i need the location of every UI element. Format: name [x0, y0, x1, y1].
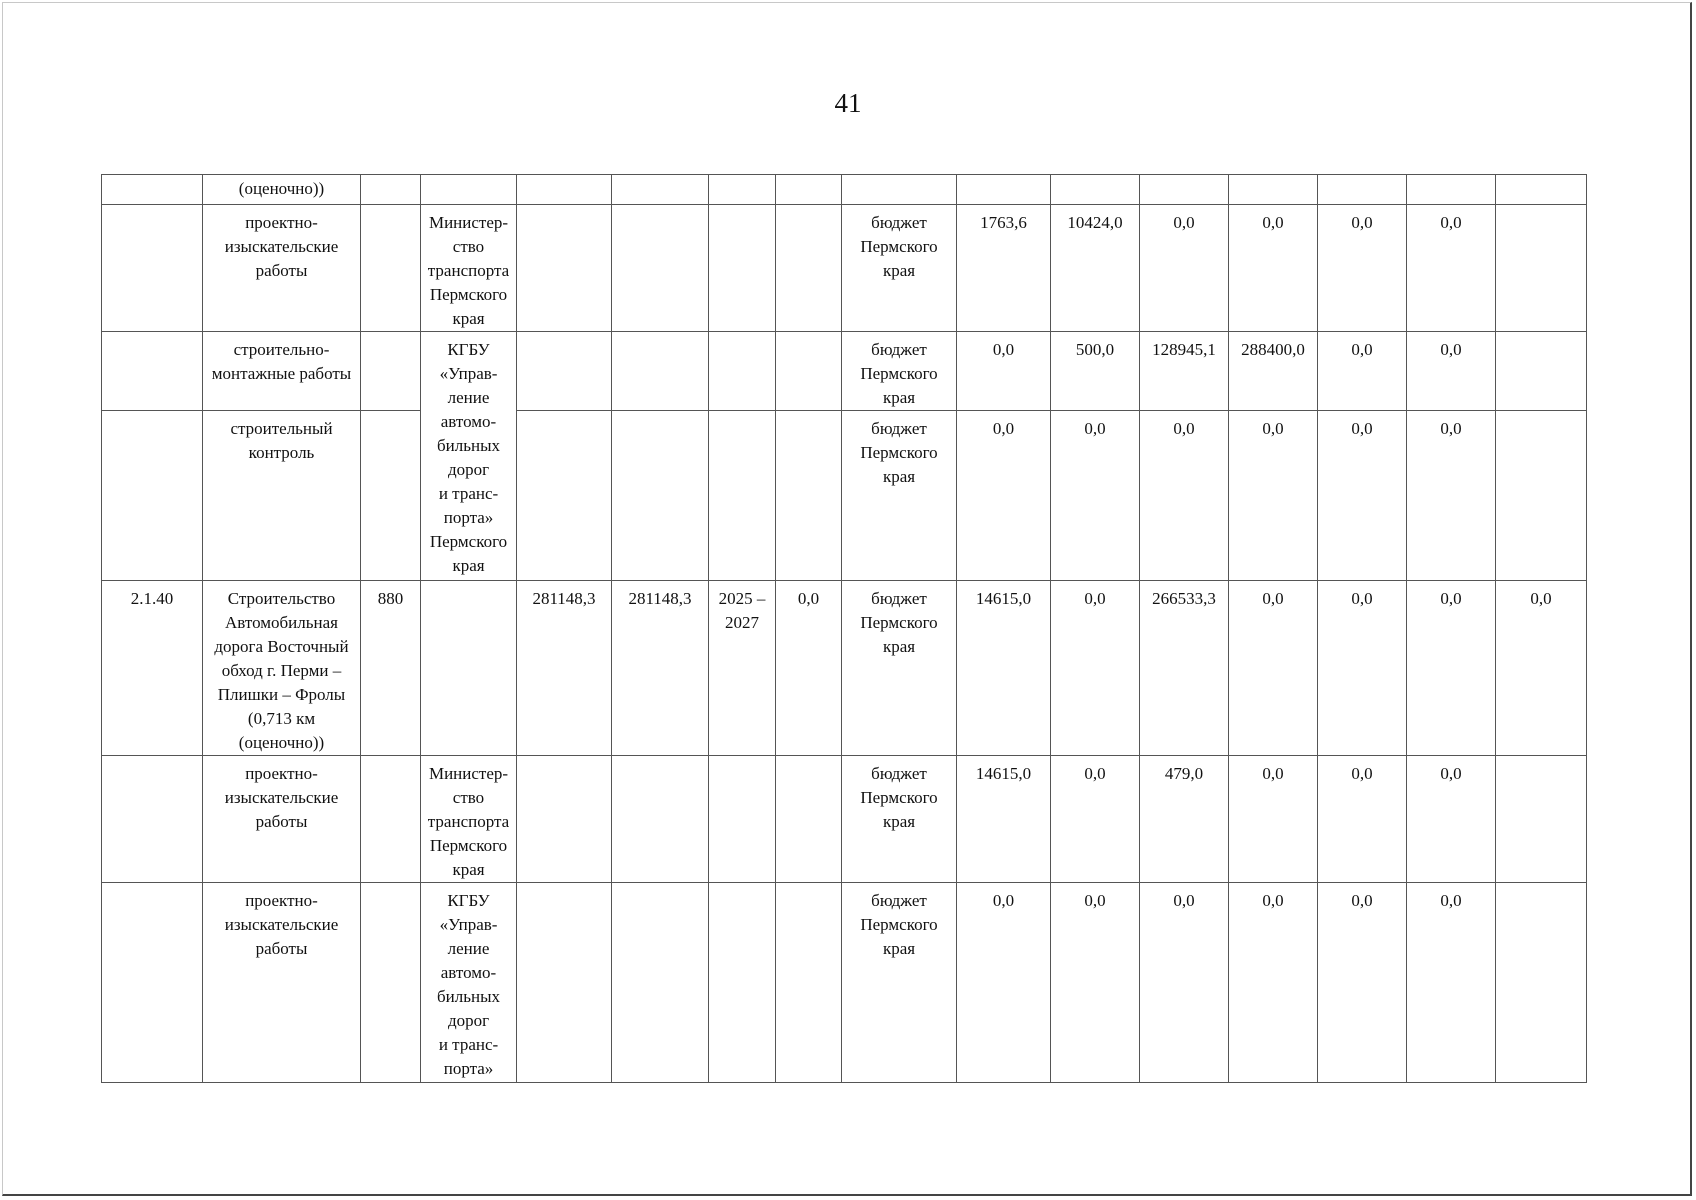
cell-v6: 0,0: [1407, 756, 1496, 883]
cell-line: Пермского: [429, 836, 508, 855]
cell-line: ление: [447, 939, 490, 958]
cell-source: [842, 332, 957, 411]
cell-v7: 0,0: [1496, 581, 1587, 756]
cell-line: бюджет: [871, 419, 927, 438]
cell-v1: 14615,0: [957, 581, 1051, 756]
cell-line: порта»: [443, 1059, 494, 1078]
cell-line: обход г. Перми –: [221, 661, 342, 680]
cell-line: Строительство: [227, 589, 336, 608]
cell-line: работы: [255, 261, 308, 280]
cell-v1: 0,0: [957, 332, 1051, 411]
cell-prev: [776, 332, 842, 411]
cell-line: ление: [447, 388, 490, 407]
cell-v7: [1496, 332, 1587, 411]
cell-source: [842, 581, 957, 756]
cell-prev: 0,0: [776, 581, 842, 756]
cell-code: [361, 411, 421, 581]
cell-name: [203, 205, 361, 332]
cell-line: бильных: [436, 987, 500, 1006]
cell-limit: [612, 883, 709, 1083]
cell-line: (оценочно)): [238, 179, 325, 198]
cell-v6: 0,0: [1407, 581, 1496, 756]
cell-line: бюджет: [871, 213, 927, 232]
cell-line: автомо-: [440, 412, 497, 431]
cell-prev: [776, 175, 842, 205]
cell-prev: [776, 883, 842, 1083]
cell-line: 2027: [725, 613, 759, 632]
cell-v4: 288400,0: [1229, 332, 1318, 411]
cell-total: [517, 205, 612, 332]
cell-line: монтажные работы: [211, 364, 352, 383]
cell-org: [421, 205, 517, 332]
cell-name: [203, 883, 361, 1083]
cell-line: «Управ-: [439, 364, 498, 383]
cell-line: бюджет: [871, 340, 927, 359]
cell-line: дорог: [447, 460, 490, 479]
cell-v4: 0,0: [1229, 756, 1318, 883]
cell-source: [842, 175, 957, 205]
cell-line: контроль: [248, 443, 315, 462]
cell-v6: 0,0: [1407, 205, 1496, 332]
cell-line: (оценочно)): [238, 733, 325, 752]
cell-v5: 0,0: [1318, 756, 1407, 883]
cell-line: КГБУ: [447, 340, 490, 359]
cell-code: [361, 205, 421, 332]
cell-id: [102, 883, 203, 1083]
cell-org: [421, 883, 517, 1083]
cell-total: [517, 175, 612, 205]
table-row: [102, 411, 1587, 581]
cell-id: [102, 411, 203, 581]
cell-code: [361, 883, 421, 1083]
cell-line: проектно-: [245, 764, 318, 783]
table-row: [102, 883, 1587, 1083]
cell-total: [517, 883, 612, 1083]
cell-source: [842, 205, 957, 332]
cell-line: КГБУ: [447, 891, 490, 910]
cell-line: «Управ-: [439, 915, 498, 934]
cell-v1: [957, 175, 1051, 205]
cell-v6: [1407, 175, 1496, 205]
cell-line: автомо-: [440, 963, 497, 982]
cell-v6: 0,0: [1407, 883, 1496, 1083]
cell-v4: [1229, 175, 1318, 205]
cell-line: и транс-: [438, 1035, 499, 1054]
cell-line: ство: [452, 788, 485, 807]
cell-period: [709, 883, 776, 1083]
cell-source: [842, 883, 957, 1083]
cell-limit: [612, 205, 709, 332]
cell-line: работы: [255, 812, 308, 831]
cell-v5: 0,0: [1318, 411, 1407, 581]
cell-v3: 0,0: [1140, 205, 1229, 332]
cell-v7: [1496, 883, 1587, 1083]
cell-v3: 479,0: [1140, 756, 1229, 883]
cell-code: [361, 175, 421, 205]
cell-id: [102, 205, 203, 332]
cell-period: [709, 411, 776, 581]
cell-source: [842, 756, 957, 883]
cell-limit: [612, 332, 709, 411]
cell-v4: 0,0: [1229, 883, 1318, 1083]
cell-line: изыскательские: [224, 915, 339, 934]
cell-v2: 10424,0: [1051, 205, 1140, 332]
cell-total: [517, 332, 612, 411]
cell-line: дорог: [447, 1011, 490, 1030]
cell-line: Пермского: [860, 915, 938, 934]
cell-line: бюджет: [871, 891, 927, 910]
cell-line: Пермского: [860, 613, 938, 632]
cell-line: проектно-: [245, 891, 318, 910]
cell-line: края: [452, 860, 485, 879]
cell-period: [709, 581, 776, 756]
cell-line: (0,713 км: [247, 709, 316, 728]
cell-v3: 0,0: [1140, 411, 1229, 581]
cell-period: [709, 205, 776, 332]
cell-line: края: [882, 261, 916, 280]
cell-v2: 0,0: [1051, 756, 1140, 883]
cell-v5: 0,0: [1318, 581, 1407, 756]
cell-line: края: [882, 939, 916, 958]
cell-v2: [1051, 175, 1140, 205]
cell-line: Плишки – Фролы: [217, 685, 346, 704]
cell-v3: 0,0: [1140, 883, 1229, 1083]
cell-v5: 0,0: [1318, 883, 1407, 1083]
cell-line: работы: [255, 939, 308, 958]
cell-id: 2.1.40: [102, 581, 203, 756]
page-number: 41: [834, 88, 862, 118]
cell-line: края: [882, 388, 916, 407]
cell-name: [203, 175, 361, 205]
cell-line: транспорта: [427, 261, 510, 280]
cell-line: дорога Восточный: [214, 637, 349, 656]
cell-v2: 0,0: [1051, 883, 1140, 1083]
cell-line: изыскательские: [224, 237, 339, 256]
cell-limit: [612, 175, 709, 205]
cell-period: [709, 332, 776, 411]
cell-code: [361, 756, 421, 883]
cell-period: [709, 756, 776, 883]
cell-period: [709, 175, 776, 205]
cell-id: [102, 175, 203, 205]
cell-line: бильных: [436, 436, 500, 455]
cell-source: [842, 411, 957, 581]
cell-org: [421, 581, 517, 756]
table-row: [102, 581, 1587, 756]
cell-v7: [1496, 411, 1587, 581]
cell-line: бюджет: [871, 589, 927, 608]
cell-line: проектно-: [245, 213, 318, 232]
cell-v1: 14615,0: [957, 756, 1051, 883]
cell-v3: 266533,3: [1140, 581, 1229, 756]
cell-name: [203, 332, 361, 411]
cell-prev: [776, 205, 842, 332]
cell-line: транспорта: [427, 812, 510, 831]
cell-prev: [776, 756, 842, 883]
cell-v3: [1140, 175, 1229, 205]
cell-v1: 0,0: [957, 411, 1051, 581]
cell-limit: [612, 411, 709, 581]
cell-v2: 0,0: [1051, 411, 1140, 581]
cell-v2: 500,0: [1051, 332, 1140, 411]
cell-code: 880: [361, 581, 421, 756]
cell-v5: 0,0: [1318, 205, 1407, 332]
cell-org: [421, 756, 517, 883]
cell-line: Пермского: [860, 443, 938, 462]
cell-line: края: [452, 309, 485, 328]
cell-limit: 281148,3: [612, 581, 709, 756]
cell-v6: 0,0: [1407, 411, 1496, 581]
cell-line: края: [882, 637, 916, 656]
cell-line: строительный: [230, 419, 333, 438]
cell-org: [421, 175, 517, 205]
cell-line: 2025 –: [718, 589, 766, 608]
cell-v1: 1763,6: [957, 205, 1051, 332]
cell-limit: [612, 756, 709, 883]
cell-v7: [1496, 175, 1587, 205]
cell-v1: 0,0: [957, 883, 1051, 1083]
cell-line: Пермского: [860, 237, 938, 256]
cell-line: Министер-: [428, 764, 509, 783]
cell-v2: 0,0: [1051, 581, 1140, 756]
cell-v4: 0,0: [1229, 581, 1318, 756]
cell-line: Пермского: [429, 285, 508, 304]
cell-v5: [1318, 175, 1407, 205]
cell-line: Министер-: [428, 213, 509, 232]
cell-v7: [1496, 756, 1587, 883]
cell-line: края: [882, 467, 916, 486]
table-row: [102, 756, 1587, 883]
cell-prev: [776, 411, 842, 581]
cell-name: [203, 581, 361, 756]
cell-v4: 0,0: [1229, 411, 1318, 581]
cell-line: Пермского: [429, 532, 508, 551]
cell-line: строительно-: [233, 340, 330, 359]
cell-line: Пермского: [860, 364, 938, 383]
cell-total: [517, 756, 612, 883]
cell-v6: 0,0: [1407, 332, 1496, 411]
cell-v3: 128945,1: [1140, 332, 1229, 411]
cell-v4: 0,0: [1229, 205, 1318, 332]
table-row: [102, 332, 1587, 411]
cell-id: [102, 756, 203, 883]
table-row: [102, 175, 1587, 205]
cell-v7: [1496, 205, 1587, 332]
cell-name: [203, 756, 361, 883]
cell-code: [361, 332, 421, 411]
cell-line: Автомобильная: [225, 613, 338, 632]
cell-line: изыскательские: [224, 788, 339, 807]
cell-line: порта»: [443, 508, 494, 527]
table-row: [102, 205, 1587, 332]
cell-total: [517, 411, 612, 581]
cell-line: края: [882, 812, 916, 831]
cell-line: края: [452, 556, 485, 575]
cell-v5: 0,0: [1318, 332, 1407, 411]
cell-name: [203, 411, 361, 581]
cell-org: [421, 332, 517, 581]
cell-line: Пермского: [860, 788, 938, 807]
cell-line: ство: [452, 237, 485, 256]
cell-total: 281148,3: [517, 581, 612, 756]
budget-table: [101, 174, 1587, 1083]
cell-line: бюджет: [871, 764, 927, 783]
cell-id: [102, 332, 203, 411]
cell-line: и транс-: [438, 484, 499, 503]
